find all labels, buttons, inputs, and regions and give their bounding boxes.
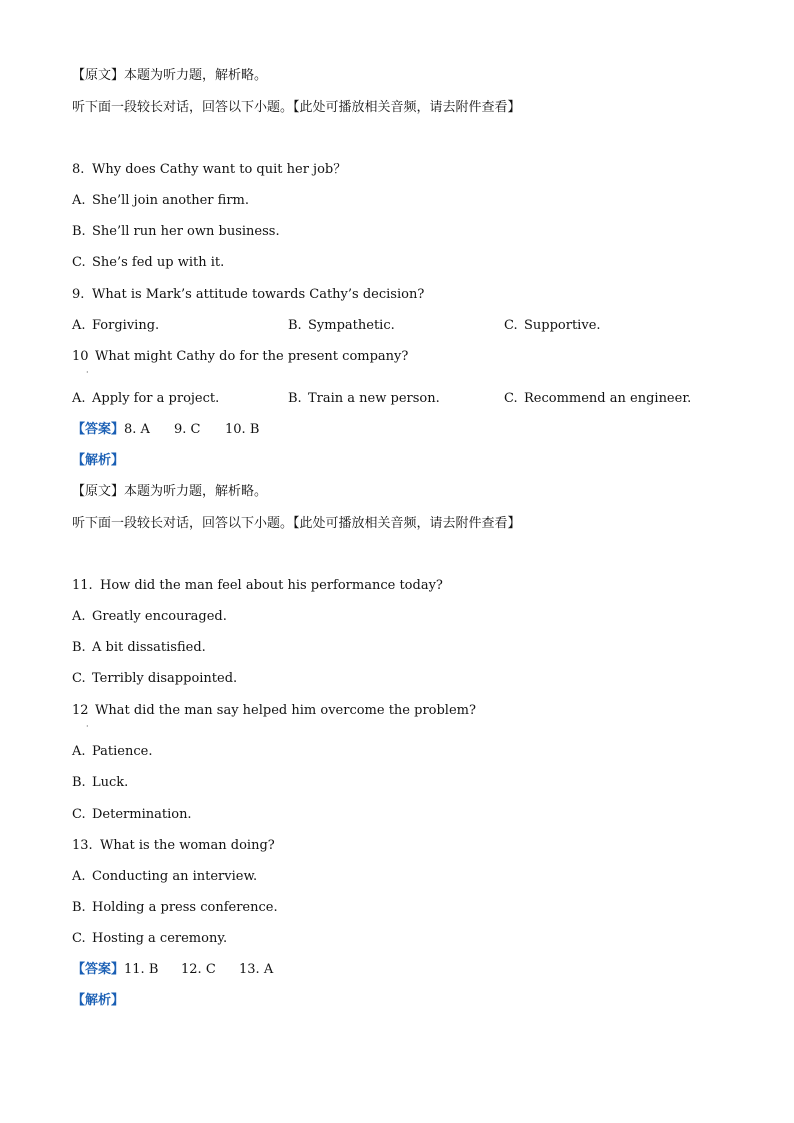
option-text: Determination. <box>92 807 192 822</box>
option-10-b[interactable] <box>288 391 440 407</box>
original-text-note <box>72 68 267 84</box>
instruction-text: 听下面一段较长对话，回答以下小题。 <box>72 516 294 531</box>
analysis-heading <box>72 453 124 469</box>
question-text: Why does Cathy want to quit her job？ <box>92 162 347 177</box>
option-text: Supportive. <box>524 318 601 333</box>
option-letter: A. <box>72 609 86 624</box>
question-text: What might Cathy do for the present company? <box>95 349 409 364</box>
option-9-b[interactable] <box>288 318 395 334</box>
option-letter: C. <box>72 807 86 822</box>
number-dot-mark: · <box>86 722 89 731</box>
original-text-tag: 【原文】 <box>72 68 125 83</box>
answer-tag: 【答案】 <box>72 962 125 977</box>
option-text: She’s fed up with it. <box>92 255 225 270</box>
question-12 <box>72 703 476 719</box>
option-13-c[interactable] <box>72 931 227 947</box>
answer-line <box>72 422 259 438</box>
option-letter: B. <box>72 640 86 655</box>
question-10 <box>72 349 408 365</box>
option-letter: A. <box>72 318 86 333</box>
option-10-a[interactable] <box>72 391 219 407</box>
original-text-note <box>72 484 267 500</box>
original-text-tag: 【原文】 <box>72 484 125 499</box>
option-12-a[interactable] <box>72 744 152 760</box>
analysis-tag: 【解析】 <box>72 453 125 468</box>
option-letter: C. <box>504 391 518 406</box>
question-number: 8. <box>72 162 85 177</box>
option-letter: C. <box>72 931 86 946</box>
option-text: Patience. <box>92 744 153 759</box>
option-letter: A. <box>72 744 86 759</box>
question-text: What did the man say helped him overcome the problem? <box>95 703 476 718</box>
option-text: Train a new person. <box>308 391 440 406</box>
audio-attachment-link[interactable]: 【此处可播放相关音频，请去附件查看】 <box>293 516 521 531</box>
option-13-a[interactable] <box>72 869 257 885</box>
option-letter: A. <box>72 869 86 884</box>
option-11-c[interactable] <box>72 671 237 687</box>
option-text: Terribly disappointed. <box>92 671 238 686</box>
option-letter: B. <box>72 775 86 790</box>
option-text: Greatly encouraged. <box>92 609 227 624</box>
option-text: Sympathetic. <box>308 318 395 333</box>
option-9-a[interactable] <box>72 318 159 334</box>
analysis-tag: 【解析】 <box>72 993 125 1008</box>
answer-item: 9. C <box>174 422 201 437</box>
option-12-c[interactable] <box>72 807 192 823</box>
option-9-c[interactable] <box>504 318 601 334</box>
option-letter: B. <box>288 318 302 333</box>
original-text-body: 本题为听力题，解析略。 <box>124 68 268 83</box>
option-11-b[interactable] <box>72 640 206 656</box>
question-number: 11. <box>72 578 93 593</box>
option-letter: B. <box>72 900 86 915</box>
option-text: Conducting an interview. <box>92 869 258 884</box>
option-10-c[interactable] <box>504 391 691 407</box>
option-text: Luck. <box>92 775 129 790</box>
option-letter: C. <box>72 671 86 686</box>
option-letter: A. <box>72 193 86 208</box>
question-number: 12 <box>72 703 89 718</box>
question-13 <box>72 838 275 854</box>
audio-attachment-link[interactable]: 【此处可播放相关音频，请去附件查看】 <box>293 100 521 115</box>
option-text: Recommend an engineer. <box>524 391 692 406</box>
option-11-a[interactable] <box>72 609 227 625</box>
option-letter: C. <box>72 255 86 270</box>
answer-item: 11. B <box>124 962 159 977</box>
question-text: What is the woman doing? <box>100 838 275 853</box>
option-letter: B. <box>72 224 86 239</box>
answer-item: 13. A <box>239 962 274 977</box>
option-text: Apply for a project. <box>92 391 220 406</box>
answer-tag: 【答案】 <box>72 422 125 437</box>
option-letter: A. <box>72 391 86 406</box>
answer-line <box>72 962 273 978</box>
question-number: 9. <box>72 287 85 302</box>
question-11 <box>72 578 443 594</box>
listening-instruction <box>72 516 521 532</box>
option-text: Hosting a ceremony. <box>92 931 228 946</box>
option-text: Holding a press conference. <box>92 900 278 915</box>
question-8 <box>72 162 346 178</box>
option-text: Forgiving. <box>92 318 160 333</box>
option-13-b[interactable] <box>72 900 278 916</box>
original-text-body: 本题为听力题，解析略。 <box>124 484 268 499</box>
option-letter: B. <box>288 391 302 406</box>
question-number: 10 <box>72 349 89 364</box>
question-text: How did the man feel about his performance today? <box>100 578 443 593</box>
analysis-heading <box>72 993 124 1009</box>
number-dot-mark: · <box>86 368 89 377</box>
answer-item: 8. A <box>124 422 150 437</box>
question-number: 13. <box>72 838 93 853</box>
option-text: She’ll join another firm. <box>92 193 250 208</box>
question-text: What is Mark’s attitude towards Cathy’s decision? <box>92 287 425 302</box>
listening-instruction <box>72 100 521 116</box>
instruction-text: 听下面一段较长对话，回答以下小题。 <box>72 100 294 115</box>
option-8-a[interactable] <box>72 193 249 209</box>
option-letter: C. <box>504 318 518 333</box>
option-text: A bit dissatisfied. <box>92 640 206 655</box>
question-9 <box>72 287 424 303</box>
answer-item: 10. B <box>225 422 260 437</box>
option-text: She’ll run her own business. <box>92 224 280 239</box>
option-8-b[interactable] <box>72 224 280 240</box>
option-8-c[interactable] <box>72 255 224 271</box>
option-12-b[interactable] <box>72 775 128 791</box>
answer-item: 12. C <box>181 962 216 977</box>
